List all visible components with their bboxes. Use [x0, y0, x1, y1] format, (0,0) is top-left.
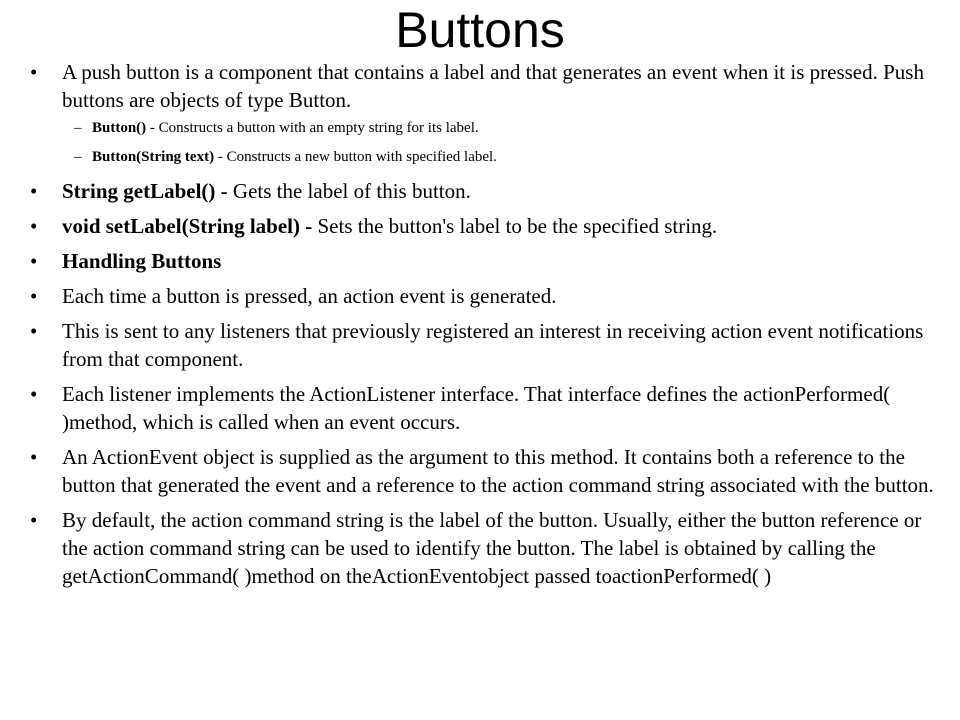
- bullet-text: Each listener implements the ActionListener interface. That interface defines the actionPerformed( )method, which is called when an event occurs.: [62, 382, 891, 434]
- bullet-icon: •: [30, 60, 38, 84]
- sub-item-bold: Button(): [92, 120, 147, 136]
- bullet-item-get-label: [30, 177, 935, 205]
- bullet-item-action-listener: [30, 380, 935, 436]
- bullet-icon: •: [30, 382, 38, 406]
- bullet-item-action-event-object: [30, 443, 935, 499]
- dash-icon: –: [74, 149, 82, 165]
- bullet-icon: •: [30, 445, 38, 469]
- bullet-item-action-command: [30, 506, 935, 590]
- bullet-icon: •: [30, 319, 38, 343]
- bullet-item-action-event-generated: [30, 282, 935, 310]
- bullet-text: By default, the action command string is the label of the button. Usually, either the button reference or the action command string can be used to identify the button. The label is obtained by calling the getActionCommand( )method on theActionEventobject passed toactionPerformed( ): [62, 508, 922, 588]
- bullet-icon: •: [30, 284, 38, 308]
- bullet-text: An ActionEvent object is supplied as the argument to this method. It contains both a reference to the button that generated the event and a reference to the action command string associated with the button.: [62, 445, 934, 497]
- bullet-bold: String getLabel() -: [62, 179, 228, 203]
- bullet-text: Each time a button is pressed, an action event is generated.: [62, 284, 557, 308]
- sub-item-button-constructor: [30, 117, 935, 139]
- bullet-bold: Handling Buttons: [62, 249, 222, 273]
- slide-title: Buttons: [395, 2, 565, 58]
- bullet-icon: •: [30, 214, 38, 238]
- bullet-text: Gets the label of this button.: [227, 179, 471, 203]
- dash-icon: –: [74, 120, 82, 136]
- bullet-item-set-label: [30, 212, 935, 240]
- bullet-icon: •: [30, 508, 38, 532]
- sub-item-bold: Button(String text): [92, 149, 215, 165]
- bullet-text: This is sent to any listeners that previously registered an interest in receiving action event notifications from that component.: [62, 319, 924, 371]
- bullet-icon: •: [30, 179, 38, 203]
- bullet-icon: •: [30, 249, 38, 273]
- sub-item-text: - Constructs a button with an empty string for its label.: [146, 120, 479, 136]
- bullet-bold: void setLabel(String label) -: [62, 214, 313, 238]
- bullet-item-handling-buttons: [30, 247, 935, 275]
- sub-item-button-string-constructor: [30, 146, 935, 168]
- bullet-text: Sets the button's label to be the specified string.: [312, 214, 718, 238]
- sub-item-text: - Constructs a new button with specified label.: [214, 149, 497, 165]
- bullet-item-listeners: [30, 317, 935, 373]
- bullet-text: A push button is a component that contains a label and that generates an event when it is pressed. Push buttons are objects of type Button.: [62, 60, 924, 112]
- bullet-item-push-button: [30, 58, 935, 114]
- bullet-list: [30, 58, 935, 597]
